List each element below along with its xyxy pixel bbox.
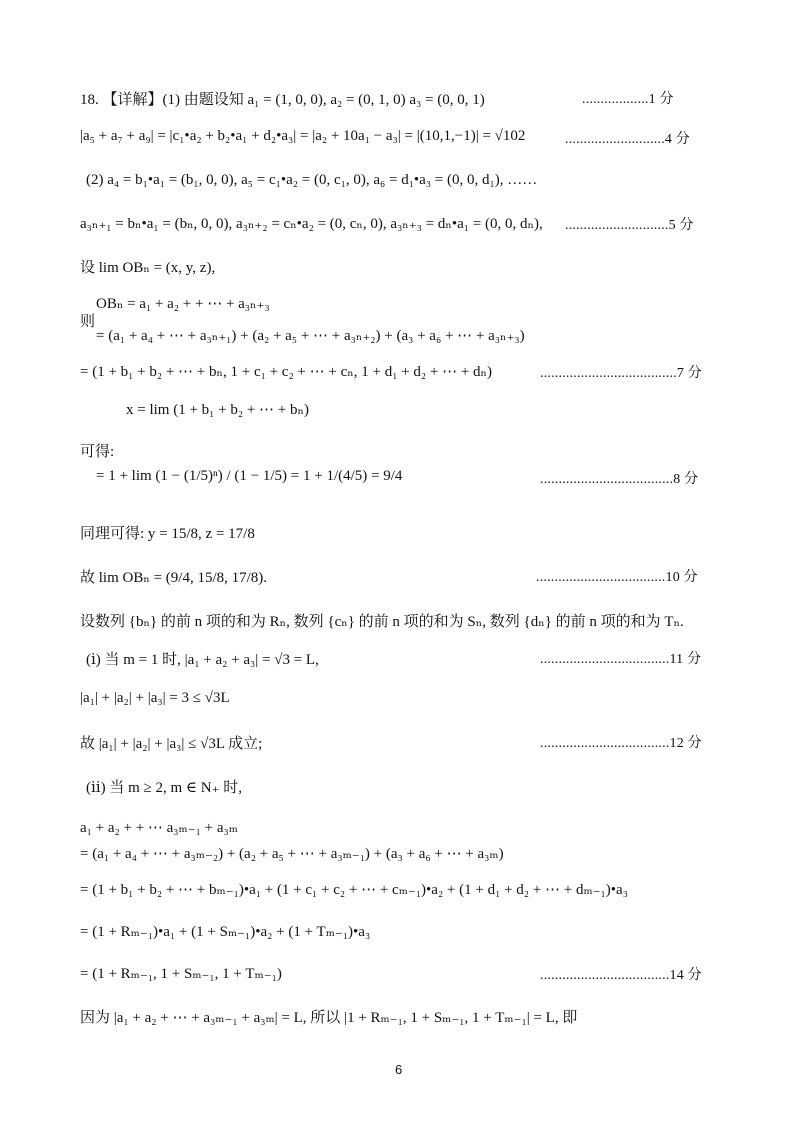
line-text: 设 lim OBₙ = (x, y, z), [80,260,216,276]
line-14 [0,566,800,602]
line-16 [0,648,800,684]
line-9 [0,362,800,398]
line-22 [0,880,800,916]
line-text: 同理可得: y = 15/8, z = 17/8 [80,526,255,542]
line-text: = (1 + b₁ + b₂ + ⋯ + bₘ₋₁)•a₁ + (1 + c₁ + c₂ + ⋯ + cₘ₋₁)•a₂ + (1 + d₁ + d₂ + ⋯ + dₘ₋₁)•a₃ [80,882,628,898]
line-text: 故 lim OBₙ = (9/4, 15/8, 17/8). [80,570,268,586]
line-text: = (1 + Rₘ₋₁)•a₁ + (1 + Sₘ₋₁)•a₂ + (1 + Tₘ₋₁)•a₃ [80,924,371,940]
line-5 [0,256,800,292]
line-text: a₃ₙ₊₁ = bₙ•a₁ = (bₙ, 0, 0), a₃ₙ₊₂ = cₙ•a₂ = (0, cₙ, 0), a₃ₙ₊₃ = dₙ•a₁ = (0, 0, dₙ), [80,216,543,232]
line-3 [0,172,800,208]
score-mark: ............................5 分 [565,218,694,233]
line-text: = (1 + b₁ + b₂ + ⋯ + bₙ, 1 + c₁ + c₂ + ⋯ + cₙ, 1 + d₁ + d₂ + ⋯ + dₙ) [80,364,493,380]
line-17 [0,690,800,726]
line-text: (2) a₄ = b₁•a₁ = (b₁, 0, 0), a₅ = c₁•a₂ = (0, c₁, 0), a₆ = d₁•a₃ = (0, 0, d₁), …… [86,172,538,188]
line-text: 则 [80,314,96,330]
line-text: |a₅ + a₇ + a₉| = |c₁•a₂ + b₂•a₁ + d₂•a₃| = |a₂ + 10a₁ − a₃| = |(10,1,−1)| = √102 [80,128,526,144]
line-21 [0,844,800,880]
line-10 [0,400,800,436]
line-24 [0,964,800,1000]
score-mark: ...................................11 分 [540,652,702,667]
line-13 [0,522,800,558]
line-text: = (a₁ + a₄ + ⋯ + a₃ₙ₊₁) + (a₂ + a₅ + ⋯ + a₃ₙ₊₂) + (a₃ + a₆ + ⋯ + a₃ₙ₊₃) [96,328,525,344]
line-25 [0,1006,800,1042]
line-text: x = lim (1 + b₁ + b₂ + ⋯ + bₙ) [126,402,309,418]
line-4 [0,214,800,250]
score-mark: ....................................8 分 [540,472,699,487]
line-text: 故 |a₁| + |a₂| + |a₃| ≤ √3L 成立; [80,736,263,752]
score-mark: ..................1 分 [582,92,674,107]
line-text: = (a₁ + a₄ + ⋯ + a₃ₘ₋₂) + (a₂ + a₅ + ⋯ + a₃ₘ₋₁) + (a₃ + a₆ + ⋯ + a₃ₘ) [80,846,504,862]
line-text: OBₙ = a₁ + a₂ + + ⋯ + a₃ₙ₊₃ [96,296,270,312]
line-1 [0,88,800,124]
line-text: (ⅰ) 当 m = 1 时, |a₁ + a₂ + a₃| = √3 = L, [86,652,319,668]
line-text: = (1 + Rₘ₋₁, 1 + Sₘ₋₁, 1 + Tₘ₋₁) [80,966,282,982]
line-23 [0,922,800,958]
page-number: 6 [395,1062,403,1077]
line-15 [0,610,800,646]
line-text: = 1 + lim (1 − (1/5)ⁿ) / (1 − 1/5) = 1 + 1/(4/5) = 9/4 [96,468,403,484]
line-19 [0,776,800,812]
line-text: 因为 |a₁ + a₂ + ⋯ + a₃ₘ₋₁ + a₃ₘ| = L, 所以 |1 + Rₘ₋₁, 1 + Sₘ₋₁, 1 + Tₘ₋₁| = L, 即 [80,1010,578,1026]
line-text: 可得: [80,444,115,460]
line-text: |a₁| + |a₂| + |a₃| = 3 ≤ √3L [80,690,230,706]
line-8 [0,326,800,362]
line-text: a₁ + a₂ + + ⋯ a₃ₘ₋₁ + a₃ₘ [80,820,238,836]
line-text: 18. 【详解】(1) 由题设知 a₁ = (1, 0, 0), a₂ = (0, 1, 0) a₃ = (0, 0, 1) [80,92,485,108]
line-text: 设数列 {bₙ} 的前 n 项的和为 Rₙ, 数列 {cₙ} 的前 n 项的和为 Sₙ, 数列 {dₙ} 的前 n 项的和为 Tₙ. [80,614,684,630]
score-mark: ...................................14 分 [540,968,702,983]
score-mark: ...................................10 分 [536,570,698,585]
score-mark: ...........................4 分 [565,132,690,147]
line-12 [0,468,800,504]
score-mark: ...................................12 分 [540,736,702,751]
line-text: (ⅱ) 当 m ≥ 2, m ∈ N₊ 时, [86,780,243,796]
line-2 [0,128,800,164]
score-mark: .....................................7 分 [540,366,702,381]
line-18 [0,732,800,768]
